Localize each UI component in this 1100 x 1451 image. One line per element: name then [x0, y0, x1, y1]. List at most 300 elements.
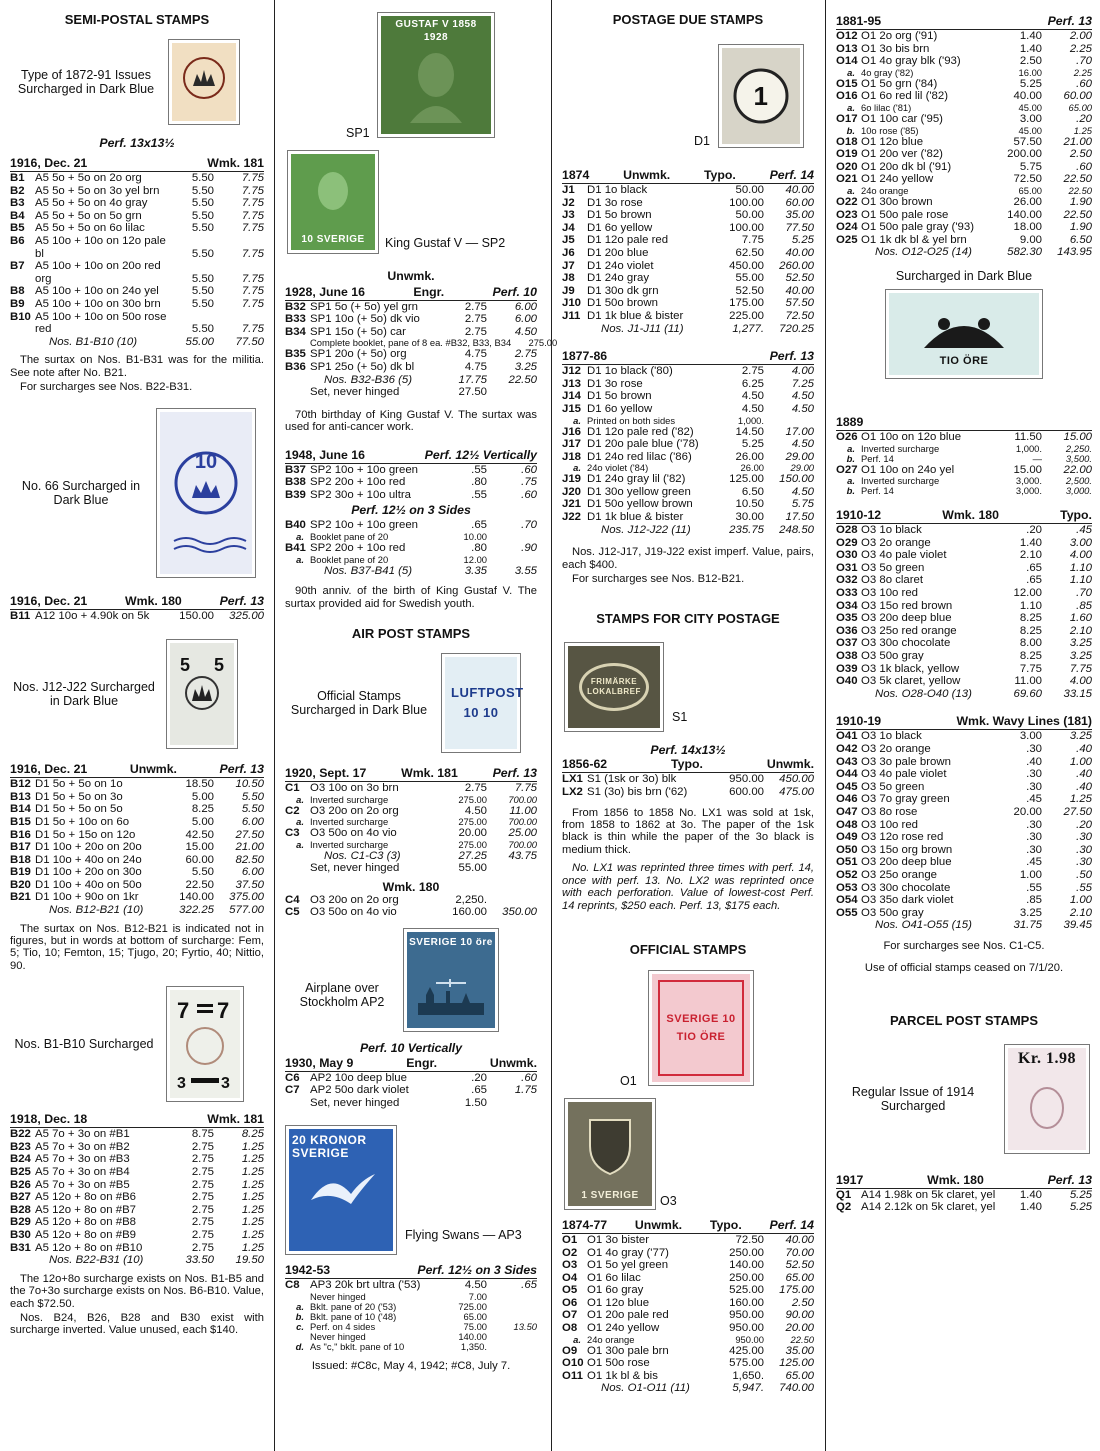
svg-text:3: 3	[177, 1075, 186, 1093]
stamp-inscription: 1	[753, 80, 769, 111]
column-divider	[274, 0, 275, 1451]
catalog-row: O55 O3 50o gray 3.25 2.10	[836, 906, 1092, 919]
issue-header: 1856-62 Typo. Unwmk.	[562, 757, 814, 772]
stamp-inscription: LUFTPOST 10 10	[451, 684, 524, 720]
catalog-row: C6 AP2 10o deep blue .20 .60	[285, 1071, 537, 1084]
catalog-row: B3 A5 5o + 5o on 4o gray 5.50 7.75	[10, 197, 264, 210]
catalog-row: Q2 A14 2.12k on 5k claret, yel 1.40 5.25	[836, 1201, 1092, 1214]
figure-caption: Airplane over Stockholm AP2	[299, 980, 385, 1009]
note: For surcharges see Nos. B22-B31.	[20, 381, 193, 394]
catalog-row: O41 O3 1o black 3.00 3.25	[836, 730, 1092, 743]
catalog-subrow: a. 24o orange 950.00 22.50	[573, 1333, 814, 1345]
stamp-image-a5-resurcharged	[166, 986, 244, 1102]
figure-o1-surcharged	[836, 289, 1092, 387]
catalog-row: B39 SP2 30o + 10o ultra .55 .60	[285, 488, 537, 501]
stamp-inscription: Kr. 1.98	[1017, 1049, 1077, 1067]
stamp-inscription: 10 SVERIGE	[301, 234, 365, 246]
catalog-row: B8 A5 10o + 10o on 24o yel 5.50 7.75	[10, 285, 264, 298]
catalog-list	[10, 778, 264, 904]
stamp-image-ap2	[403, 928, 499, 1032]
catalog-row: Q1 A14 1.98k on 5k claret, yel 1.40 5.25	[836, 1188, 1092, 1201]
catalog-row: O17 O1 10o car ('95) 3.00 .20	[836, 112, 1092, 125]
catalog-row: O8 O1 24o yellow 950.00 20.00	[562, 1322, 814, 1335]
stamp-inscription: 1 SVERIGE	[581, 1190, 639, 1202]
catalog-row: LX2 S1 (3o) bis brn ('62) 600.00 475.00	[562, 786, 814, 799]
stamp-inscription: 20 KRONOR SVERIGE	[292, 1133, 367, 1161]
total-row: Nos. B22-B31 (10) 33.50 19.50	[49, 1254, 264, 1267]
catalog-row: O49 O3 12o rose red .30 .30	[836, 831, 1092, 844]
figure-ap2	[285, 925, 537, 1035]
catalog-row: J15 D1 6o yellow 4.50 4.50	[562, 402, 814, 415]
stamp-inscription: GUSTAF V 1858 1928	[395, 19, 477, 43]
catalog-row: O23 O1 50o pale rose 140.00 22.50	[836, 208, 1092, 221]
catalog-row: J3 D1 5o brown 50.00 35.00	[562, 209, 814, 222]
catalog-row: O38 O3 50o gray 8.25 3.25	[836, 650, 1092, 663]
column-2	[285, 0, 558, 1451]
unwmk-label: Unwmk.	[387, 269, 435, 283]
total-row: Nos. C1-C3 (3) 27.25 43.75	[324, 849, 537, 862]
stamp-inscription: TIO ÖRE	[939, 355, 989, 368]
catalog-row: O28 O3 1o black .20 .45	[836, 524, 1092, 537]
svg-text:3: 3	[221, 1075, 230, 1093]
catalog-row: O18 O1 12o blue 57.50 21.00	[836, 135, 1092, 148]
figure-caption: No. 66 Surcharged in Dark Blue	[21, 478, 141, 507]
figure-caption: Nos. B1-B10 Surcharged	[14, 1037, 154, 1052]
total-row: Nos. B12-B21 (10) 322.25 577.00	[49, 904, 264, 917]
figure-o1	[562, 970, 814, 1094]
catalog-row: O20 O1 20o dk bl ('91) 5.75 .60	[836, 160, 1092, 173]
figure-parcel	[836, 1041, 1092, 1157]
total-row: Nos. O1-O11 (11) 5,947. 740.00	[601, 1382, 814, 1395]
total-row: Nos. O12-O25 (14) 582.30 143.95	[875, 246, 1092, 259]
issue-header: 1942-53 Perf. 12½ on 3 Sides	[285, 1263, 537, 1278]
catalog-row: J16 D1 12o pale red ('82) 14.50 17.00	[562, 425, 814, 438]
catalog-row: bl 5.50 7.75	[35, 247, 264, 260]
svg-text:7: 7	[177, 998, 190, 1024]
catalog-row: B31 A5 12o + 8o on #B10 2.75 1.25	[10, 1241, 264, 1254]
perf-label: Perf. 12½ on 3 Sides	[351, 503, 471, 518]
figure-label-s1: S1	[672, 710, 688, 725]
catalog-row: O10 O1 50o rose 575.00 125.00	[562, 1357, 814, 1370]
section-title-official: OFFICIAL STAMPS	[629, 941, 747, 957]
catalog-row: O44 O3 4o pale violet .30 .40	[836, 768, 1092, 781]
catalog-row: B16 D1 5o + 15o on 12o 42.50 27.50	[10, 828, 264, 841]
catalog-row: O21 O1 24o yellow 72.50 22.50	[836, 173, 1092, 186]
catalog-list	[836, 30, 1092, 246]
catalog-row: B1 A5 5o + 5o on 2o org 5.50 7.75	[10, 172, 264, 184]
catalog-row: J9 D1 30o dk grn 52.50 40.00	[562, 284, 814, 297]
stamp-image-a5	[168, 39, 240, 125]
figure-no66-surcharge	[10, 404, 264, 582]
catalog-row: O42 O3 2o orange .30 .40	[836, 743, 1092, 755]
catalog-row: B12 D1 5o + 5o on 1o 18.50 10.50	[10, 778, 264, 791]
catalog-list	[836, 730, 1092, 919]
issue-header: 1918, Dec. 18 Wmk. 181	[10, 1112, 264, 1127]
column-4	[836, 0, 1092, 1451]
section-title-semi-postal: SEMI-POSTAL STAMPS	[64, 12, 210, 27]
issue-header: 1881-95 Perf. 13	[836, 14, 1092, 28]
catalog-list	[10, 1128, 264, 1254]
catalog-row: B24 A5 7o + 3o on #B3 2.75 1.25	[10, 1153, 264, 1166]
catalog-row: J17 D1 20o pale blue ('78) 5.25 4.50	[562, 438, 814, 451]
total-row: Nos. B1-B10 (10) 55.00 77.50	[49, 335, 264, 348]
catalog-row: J14 D1 5o brown 4.50 4.50	[562, 390, 814, 403]
issue-header: 1930, May 9 Engr. Unwmk.	[285, 1055, 537, 1070]
figure-sp1	[285, 12, 537, 144]
note: Nos. J12-J17, J19-J22 exist imperf. Value, pairs, each $400.	[562, 546, 814, 571]
catalog-row: O33 O3 10o red 12.00 .70	[836, 587, 1092, 600]
catalog-row: J1 D1 1o black 50.00 40.00	[562, 184, 814, 196]
figure-label-o3: O3	[660, 1193, 677, 1208]
figure-caption: King Gustaf V — SP2	[385, 236, 506, 250]
note: Issued: #C8c, May 4, 1942; #C8, July 7.	[311, 1360, 511, 1373]
column-3	[562, 0, 814, 1451]
catalog-row: J5 D1 12o pale red 7.75 5.25	[562, 234, 814, 247]
catalog-row: O25 O1 1k dk bl & yel brn 9.00 6.50	[836, 233, 1092, 246]
catalog-row: C7 AP2 50o dark violet .65 1.75	[285, 1084, 537, 1097]
never-hinged-row: Set, never hinged 1.50	[310, 1096, 487, 1109]
figure-caption: Type of 1872-91 Issues Surcharged in Dark Blue	[17, 68, 155, 96]
catalog-row: B27 A5 12o + 8o on #B6 2.75 1.25	[10, 1191, 264, 1204]
watermark: Wmk. 181	[207, 156, 264, 170]
catalog-row: B21 D1 10o + 90o on 1kr 140.00 375.00	[10, 891, 264, 904]
catalog-subrow: d. As "c," bklt. pane of 10 1,350.	[295, 1341, 487, 1353]
catalog-row: O6 O1 12o blue 160.00 2.50	[562, 1296, 814, 1309]
catalog-row: B10 A5 10o + 10o on 50o rose	[10, 310, 167, 323]
catalog-row: red 5.50 7.75	[35, 323, 264, 336]
catalog-row: O51 O3 20o deep blue .45 .30	[836, 856, 1092, 869]
figure-caption: Official Stamps Surcharged in Dark Blue	[290, 688, 428, 717]
catalog-row: O35 O3 20o deep blue 8.25 1.60	[836, 612, 1092, 625]
issue-header: 1928, June 16 Engr. Perf. 10	[285, 284, 537, 299]
catalog-row: O43 O3 3o pale brown .40 1.00	[836, 755, 1092, 768]
svg-text:7: 7	[217, 998, 230, 1024]
catalog-row: J10 D1 50o brown 175.00 57.50	[562, 297, 814, 310]
issue-header: 1910-12 Wmk. 180 Typo.	[836, 508, 1092, 523]
catalog-list	[285, 519, 537, 564]
catalog-row: O54 O3 35o dark violet .85 1.00	[836, 894, 1092, 907]
catalog-row: O12 O1 2o org ('91) 1.40 2.00	[836, 30, 1092, 42]
stamp-image-o3	[564, 1098, 656, 1210]
catalog-row: O2 O1 4o gray ('77) 250.00 70.00	[562, 1246, 814, 1259]
never-hinged-row: Set, never hinged 27.50	[310, 386, 487, 399]
note: 70th birthday of King Gustaf V. The surtax was used for anti-cancer work.	[285, 408, 537, 434]
svg-text:5: 5	[214, 655, 225, 676]
catalog-subrow: Never hinged 7.00	[310, 1291, 487, 1303]
catalog-subrow: b. Perf. 14 — 3,500.	[846, 452, 1092, 464]
catalog-subrow: a. 4o gray ('82) 16.00 2.25	[847, 66, 1092, 78]
catalog-row: J19 D1 24o gray lil ('82) 125.00 150.00	[562, 473, 814, 486]
catalog-row: J22 D1 1k blue & bister 30.00 17.50	[562, 511, 814, 524]
catalog-row: B19 D1 10o + 20o on 30o 5.50 6.00	[10, 866, 264, 879]
catalog-subrow: a. Booklet pane of 20 10.00	[296, 530, 487, 542]
catalog-row: O31 O3 5o green .65 1.10	[836, 561, 1092, 574]
catalog-row: C1 O3 10o on 3o brn 2.75 7.75	[285, 781, 537, 794]
catalog-row: O50 O3 15o org brown .30 .30	[836, 843, 1092, 856]
issue-header: 1948, June 16 Perf. 12½ Vertically	[285, 447, 537, 462]
catalog-row: B11 A12 10o + 4.90k on 5k 150.00 325.00	[10, 609, 264, 622]
issue-date: 1916, Dec. 21	[10, 156, 88, 170]
issue-header: 1917 Wmk. 180 Perf. 13	[836, 1172, 1092, 1187]
catalog-row: J2 D1 3o rose 100.00 60.00	[562, 196, 814, 209]
stamp-image-a14	[1004, 1044, 1090, 1154]
figure-label-o1: O1	[620, 1073, 637, 1088]
catalog-row: O48 O3 10o red .30 .20	[836, 818, 1092, 831]
catalog-row: O16 O1 6o red lil ('82) 40.00 60.00	[836, 90, 1092, 103]
perf-label: Perf. 10 Vertically	[359, 1040, 463, 1055]
catalog-row: O14 O1 4o gray blk ('93) 2.50 .70	[836, 55, 1092, 68]
catalog-row: B37 SP2 10o + 10o green .55 .60	[285, 463, 537, 476]
catalog-row: C5 O3 50o on 4o vio 160.00 350.00	[285, 906, 537, 919]
issue-header: 1877-86 Perf. 13	[562, 349, 814, 364]
catalog-row: O11 O1 1k bl & bis 1,650. 65.00	[562, 1369, 814, 1382]
total-row: Nos. O41-O55 (15) 31.75 39.45	[875, 919, 1092, 932]
stamp-image-s1	[564, 642, 664, 732]
catalog-row: B40 SP2 10o + 10o green .65 .70	[285, 519, 537, 532]
catalog-row: O53 O3 30o chocolate .55 .55	[836, 881, 1092, 894]
catalog-row: B17 D1 10o + 20o on 20o 15.00 21.00	[10, 841, 264, 854]
figure-d1	[562, 44, 814, 154]
catalog-row: J7 D1 24o violet 450.00 260.00	[562, 259, 814, 272]
catalog-row: B35 SP1 20o (+ 5o) org 4.75 2.75	[285, 348, 537, 361]
catalog-row: J6 D1 20o blue 62.50 40.00	[562, 246, 814, 259]
catalog-row: org 5.50 7.75	[35, 272, 264, 285]
issue-header: 1916, Dec. 21 Unwmk. Perf. 13	[10, 762, 264, 777]
issue-header	[10, 156, 264, 172]
figure-caption: Surcharged in Dark Blue	[895, 268, 1033, 283]
catalog-row: O36 O3 25o red orange 8.25 2.10	[836, 624, 1092, 637]
issue-header: 1920, Sept. 17 Wmk. 181 Perf. 13	[285, 765, 537, 780]
figure-ap3	[285, 1123, 537, 1257]
catalog-list	[285, 782, 537, 850]
catalog-row: B30 A5 12o + 8o on #B9 2.75 1.25	[10, 1229, 264, 1242]
catalog-row: B33 SP1 10o (+ 5o) dk vio 2.75 6.00	[285, 313, 537, 326]
catalog-row: B32 SP1 5o (+ 5o) yel grn 2.75 6.00	[285, 300, 537, 313]
catalog-subrow: b. Perf. 14 3,000. 3,000.	[846, 485, 1092, 497]
catalog-row: O22 O1 30o brown 26.00 1.90	[836, 195, 1092, 208]
stamp-image-d1-surcharged	[166, 639, 238, 749]
catalog-list	[285, 464, 537, 502]
column-divider	[551, 0, 552, 1451]
figure-b1-surcharge	[10, 982, 264, 1106]
catalog-subrow: b. 10o rose ('85) 45.00 1.25	[846, 124, 1092, 136]
catalog-subrow: Complete booklet, pane of 8 ea. #B32, B33, B34 275.00	[310, 337, 558, 349]
catalog-subrow: a. 24o violet ('84) 26.00 29.00	[573, 462, 814, 474]
catalog-row: J12 D1 1o black ('80) 2.75 4.00	[562, 365, 814, 378]
stamp-image-luftpost	[441, 653, 524, 753]
catalog-row: O39 O3 1k black, yellow 7.75 7.75	[836, 662, 1092, 675]
issue-header: 1874-77 Unwmk. Typo. Perf. 14	[562, 1217, 814, 1232]
catalog-row: O24 O1 50o pale gray ('93) 18.00 1.90	[836, 221, 1092, 234]
stamp-inscription: FRIMÄRKE LOKALBREF	[587, 677, 641, 697]
svg-text:5: 5	[180, 655, 191, 676]
total-row: Nos. O28-O40 (13) 69.60 33.15	[875, 687, 1092, 700]
catalog-subrow: a. Bklt. pane of 20 ('53) 725.00	[296, 1301, 487, 1313]
catalog-subrow: a. 6o lilac ('81) 45.00 65.00	[847, 101, 1092, 113]
catalog-list	[562, 1234, 814, 1383]
catalog-row: B2 A5 5o + 5o on 3o yel brn 5.50 7.75	[10, 184, 264, 197]
note: The 12o+8o surcharge exists on Nos. B1-B5 and the 7o+3o surcharge exists on Nos. B6-B10. Value, each $72.50.	[10, 1272, 264, 1310]
never-hinged-row: Set, never hinged 55.00	[310, 862, 487, 875]
catalog-list	[285, 894, 537, 919]
stamp-inscription: SVERIGE 10 öre	[409, 936, 493, 948]
stamp-image-d1	[718, 44, 804, 148]
figure-j12-surcharge	[10, 634, 264, 754]
stamp-image-o1	[648, 970, 754, 1086]
catalog-subrow: a. Inverted surcharge 3,000. 2,500.	[847, 475, 1092, 487]
note: Nos. B24, B26, B28 and B30 exist with surcharge inverted. Value unused, each $140.	[10, 1312, 264, 1337]
catalog-row: B28 A5 12o + 8o on #B7 2.75 1.25	[10, 1203, 264, 1216]
figure-air-surcharge	[285, 650, 537, 756]
catalog-row: O45 O3 5o green .30 .40	[836, 780, 1092, 793]
stamp-image-sp2	[287, 150, 379, 254]
catalog-row: B29 A5 12o + 8o on #B8 2.75 1.25	[10, 1216, 264, 1229]
catalog-row: J13 D1 3o rose 6.25 7.25	[562, 377, 814, 390]
catalog-row: B20 D1 10o + 40o on 50o 22.50 37.50	[10, 878, 264, 891]
note: 90th anniv. of the birth of King Gustaf V. The surtax provided aid for Swedish youth.	[285, 585, 537, 610]
catalog-row: B14 D1 5o + 5o on 5o 8.25 5.50	[10, 803, 264, 816]
catalog-row: C4 O3 20o on 2o org 2,250.	[285, 893, 487, 906]
catalog-row: C8 AP3 20k brt ultra ('53) 4.50 .65	[285, 1279, 537, 1292]
catalog-row: O26 O1 10o on 12o blue 11.50 15.00	[836, 430, 1092, 443]
catalog-row: O30 O3 4o pale violet 2.10 4.00	[836, 549, 1092, 562]
catalog-row: J8 D1 24o gray 55.00 52.50	[562, 272, 814, 285]
total-row: Nos. J12-J22 (11) 235.75 248.50	[601, 523, 814, 536]
catalog-row: O7 O1 20o pale red 950.00 90.00	[562, 1309, 814, 1322]
catalog-list	[836, 431, 1092, 496]
catalog-list	[562, 184, 814, 323]
catalog-row: O52 O3 25o orange 1.00 .50	[836, 868, 1092, 881]
catalog-row: B15 D1 5o + 10o on 6o 5.00 6.00	[10, 815, 264, 828]
catalog-list	[562, 773, 814, 798]
catalog-row: O19 O1 20o ver ('82) 200.00 2.50	[836, 148, 1092, 161]
catalog-row: B26 A5 7o + 3o on #B5 2.75 1.25	[10, 1178, 264, 1191]
catalog-row: B6 A5 10o + 10o on 12o pale	[10, 234, 166, 247]
catalog-row: J20 D1 30o yellow green 6.50 4.50	[562, 485, 814, 498]
issue-header: 1874 Unwmk. Typo. Perf. 14	[562, 168, 814, 182]
issue-header: 1916, Dec. 21 Wmk. 180 Perf. 13	[10, 593, 264, 608]
catalog-subrow: a. Inverted surcharge 275.00 700.00	[296, 816, 537, 828]
catalog-subrow: b. Bklt. pane of 10 ('48) 65.00	[295, 1311, 487, 1323]
catalog-row: O29 O3 2o orange 1.40 3.00	[836, 536, 1092, 549]
issue-header: 1910-19 Wmk. Wavy Lines (181)	[836, 714, 1092, 729]
catalog-subrow: a. Printed on both sides 1,000.	[573, 414, 764, 426]
figure-sp2	[285, 150, 537, 256]
note: From 1856 to 1858 No. LX1 was sold at 1sk, from 1858 to 1862 at 3o. The paper of the 1sk black is thin while the paper of the 3o black is medium thick.	[562, 806, 814, 856]
catalog-row: O15 O1 5o grn ('84) 5.25 .60	[836, 77, 1092, 90]
catalog-row: B5 A5 5o + 5o on 6o lilac 5.50 7.75	[10, 222, 264, 235]
catalog-row: O27 O1 10o on 24o yel 15.00 22.00	[836, 463, 1092, 476]
catalog-row: B25 A5 7o + 3o on #B4 2.75 1.25	[10, 1166, 264, 1179]
catalog-list	[10, 172, 264, 336]
catalog-row: O13 O1 3o bis brn 1.40 2.25	[836, 42, 1092, 55]
stamp-image-o1-surcharge	[885, 289, 1043, 379]
section-title-parcel-post: PARCEL POST STAMPS	[889, 1012, 1039, 1028]
catalog-row: O40 O3 5k claret, yellow 11.00 4.00	[836, 675, 1092, 688]
catalog-row: J18 D1 24o red lilac ('86) 26.00 29.00	[562, 450, 814, 463]
catalog-row: J11 D1 1k blue & bister 225.00 72.50	[562, 309, 814, 322]
catalog-subrow: a. Inverted surcharge 1,000. 2,250.	[847, 442, 1092, 454]
perf-label: Perf. 13x13½	[99, 136, 175, 150]
issue-header: 1889	[836, 415, 1092, 431]
column-divider	[825, 0, 826, 1451]
catalog-row: O37 O3 30o chocolate 8.00 3.25	[836, 637, 1092, 650]
catalog-row: B23 A5 7o + 3o on #B2 2.75 1.25	[10, 1140, 264, 1153]
figure-o3	[562, 1098, 814, 1212]
stamp-image-sp1	[377, 12, 495, 138]
catalog-row: B34 SP1 15o (+ 5o) car 2.75 4.50	[285, 325, 537, 338]
catalog-list	[836, 1189, 1092, 1214]
catalog-row: O46 O3 7o gray green .45 1.25	[836, 793, 1092, 806]
figure-caption: Flying Swans — AP3	[405, 1228, 522, 1243]
catalog-row: B4 A5 5o + 5o on 5o grn 5.50 7.75	[10, 209, 264, 222]
catalog-row: O34 O3 15o red brown 1.10 .85	[836, 599, 1092, 612]
catalog-row: O3 O1 5o yel green 140.00 52.50	[562, 1259, 814, 1272]
stamp-image-ap3	[285, 1125, 397, 1255]
stamp-image-a12	[156, 408, 256, 578]
catalog-row: C2 O3 20o on 2o org 4.50 11.00	[285, 804, 537, 817]
figure-s1	[562, 637, 814, 737]
perf-label: Perf. 14x13½	[650, 743, 726, 758]
catalog-list	[285, 1072, 537, 1097]
catalog-row: B36 SP1 25o (+ 5o) dk bl 4.75 3.25	[285, 360, 537, 373]
catalog-row: LX1 S1 (1sk or 3o) blk 950.00 450.00	[562, 773, 814, 786]
catalog-row: O47 O3 8o rose 20.00 27.50	[836, 805, 1092, 818]
catalog-subrow: a. Inverted surcharge 275.00 700.00	[296, 793, 537, 805]
catalog-row: B38 SP2 20o + 10o red .80 .75	[285, 476, 537, 489]
total-row: Nos. B37-B41 (5) 3.35 3.55	[324, 564, 537, 577]
catalog-subrow: a. Inverted surcharge 275.00 700.00	[296, 838, 537, 850]
catalog-subrow: c. Perf. on 4 sides 75.00 13.50	[296, 1321, 537, 1333]
stamp-inscription: SVERIGE 10 TIO ÖRE	[666, 1012, 736, 1043]
catalog-row: B41 SP2 20o + 10o red .80 .90	[285, 541, 537, 554]
catalog-row: B7 A5 10o + 10o on 20o red	[10, 260, 161, 273]
note: No. LX1 was reprinted three times with perf. 14, once with perf. 13. No. LX2 was reprinted once with each perforation. Value of lowest-cost Perf. 14 reprints, $250 each. Perf. 13, $175 each.	[562, 862, 814, 912]
catalog-row: O9 O1 30o pale brn 425.00 35.00	[562, 1344, 814, 1357]
figure-label-sp1: SP1	[346, 126, 370, 140]
total-row: Nos. J1-J11 (11) 1,277. 720.25	[601, 322, 814, 335]
catalog-list	[285, 300, 558, 374]
catalog-row: J21 D1 50o yellow brown 10.50 5.75	[562, 498, 814, 511]
catalog-row: O1 O1 3o bister 72.50 40.00	[562, 1233, 814, 1246]
figure-caption: Regular Issue of 1914 Surcharged	[851, 1084, 975, 1113]
figure-a5-surcharge	[10, 36, 264, 128]
catalog-row: B18 D1 10o + 40o on 24o 60.00 82.50	[10, 853, 264, 866]
catalog-list	[836, 524, 1092, 688]
catalog-row: O5 O1 6o gray 525.00 175.00	[562, 1284, 814, 1297]
catalog-list	[285, 1279, 537, 1352]
catalog-subrow: Never hinged 140.00	[310, 1331, 487, 1343]
catalog-row: C3 O3 50o on 4o vio 20.00 25.00	[285, 827, 537, 840]
catalog-row: O32 O3 8o claret .65 1.10	[836, 574, 1092, 587]
note: For surcharges see Nos. B12-B21.	[572, 573, 745, 586]
catalog-row: J4 D1 6o yellow 100.00 77.50	[562, 221, 814, 234]
note: For surcharges see Nos. C1-C5.	[883, 939, 1045, 952]
section-title-postage-due: POSTAGE DUE STAMPS	[612, 12, 764, 27]
figure-label-d1: D1	[694, 134, 710, 148]
catalog-subrow: a. Booklet pane of 20 12.00	[296, 553, 487, 565]
catalog-subrow: a. 24o orange 65.00 22.50	[847, 184, 1092, 196]
section-title-air-post: AIR POST STAMPS	[351, 625, 471, 641]
note: The surtax on Nos. B12-B21 is indicated not in figures, but in words at bottom of surcharge: Fem, 5; Tio, 10; Femton, 15; Tjugo, 20; Fyrtio, 40; Nittio, 90.	[10, 922, 264, 972]
column-1	[10, 0, 264, 1451]
catalog-row: B13 D1 5o + 5o on 3o 5.00 5.50	[10, 790, 264, 803]
section-title-city-postage: STAMPS FOR CITY POSTAGE	[596, 611, 780, 627]
catalog-row: O4 O1 6o lilac 250.00 65.00	[562, 1271, 814, 1284]
total-row: Nos. B32-B36 (5) 17.75 22.50	[324, 373, 537, 386]
svg-text:10: 10	[194, 450, 218, 473]
catalog-row: B22 A5 7o + 3o on #B1 8.75 8.25	[10, 1128, 264, 1141]
